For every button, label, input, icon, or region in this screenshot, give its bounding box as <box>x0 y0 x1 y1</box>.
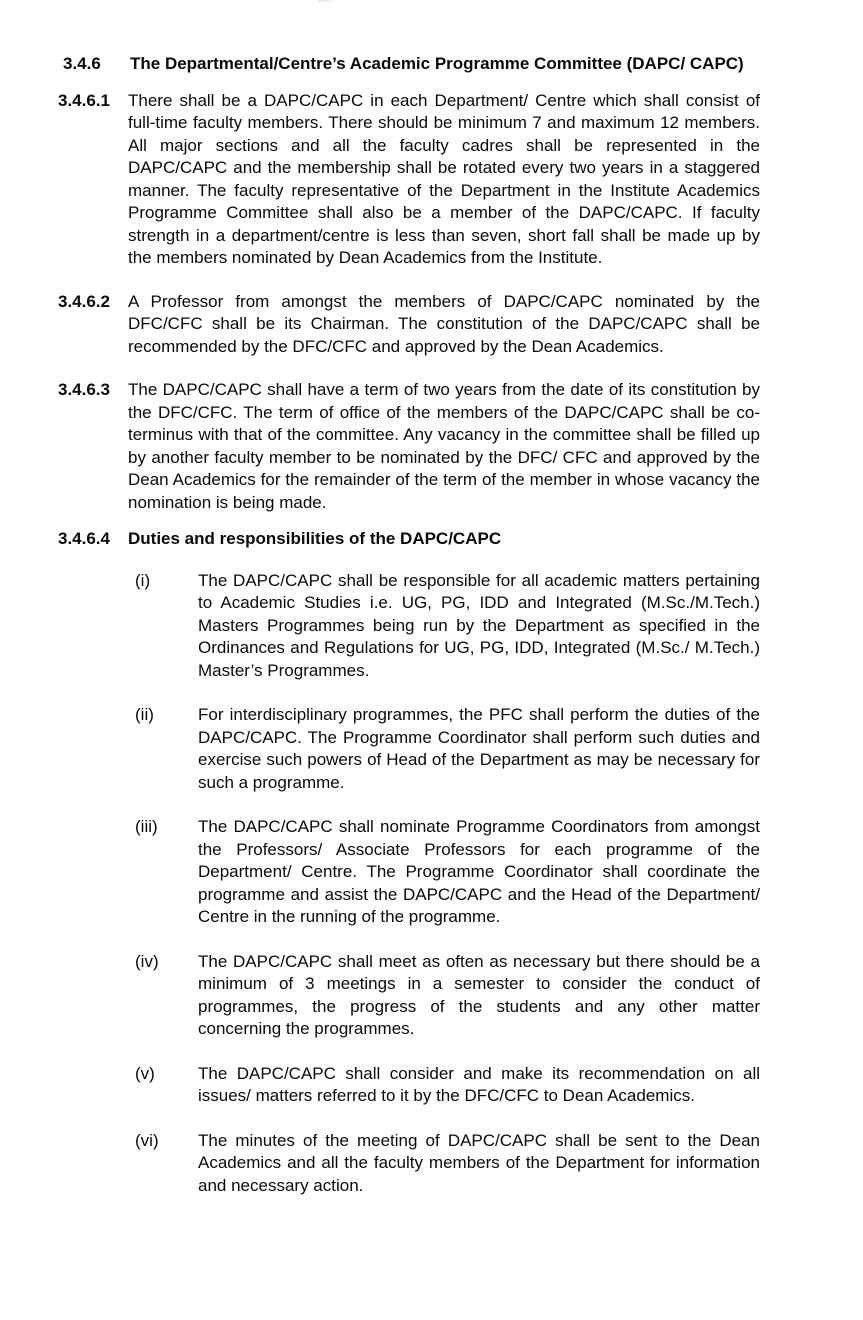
duties-list <box>135 570 760 1198</box>
list-item <box>135 1130 760 1198</box>
paragraph <box>58 291 760 359</box>
list-item-text: The DAPC/CAPC shall be responsible for all academic matters pertaining to Academic Studies i.e. UG, PG, IDD and Integrated (M.Sc./M.Tech.) Masters Programmes being run by the Department as specified in the Ordinances and Regulations for UG, PG, IDD, Integrated (M.Sc./ M.Tech.) Master’s Programmes. <box>198 570 760 680</box>
paragraph-text: The DAPC/CAPC shall have a term of two years from the date of its constitution by the DFC/CFC. The term of office of the members of the DAPC/CAPC shall be co-terminus with that of the committee. Any vacancy in the committee shall be filled up by another faculty member to be nominated by the DFC/ CFC and approved by the Dean Academics for the remainder of the term of the member in whose vacancy the nomination is being made. <box>128 380 760 512</box>
list-item <box>135 570 760 683</box>
list-item-marker: (ii) <box>135 705 154 724</box>
list-item-marker: (vi) <box>135 1130 159 1150</box>
paragraph <box>58 379 760 514</box>
list-item <box>135 1063 760 1108</box>
paragraph <box>58 90 760 270</box>
list-item-text: For interdisciplinary programmes, the PFC shall perform the duties of the DAPC/CAPC. The Programme Coordinator shall perform such duties and exercise such powers of Head of the Department as may be necessary for such a programme. <box>198 705 760 792</box>
section-heading <box>58 53 760 76</box>
list-item-text: The DAPC/CAPC shall meet as often as necessary but there should be a minimum of 3 meetings in a semester to consider the conduct of programmes, the progress of the students and any other matter concerning the programmes. <box>198 951 760 1038</box>
page-edge-artifact <box>318 0 331 2</box>
subsection-heading <box>58 528 760 551</box>
paragraph-number: 3.4.6.2 <box>58 291 110 311</box>
list-item-text: The DAPC/CAPC shall consider and make its recommendation on all issues/ matters referred to it by the DFC/CFC to Dean Academics. <box>198 1063 760 1105</box>
section-number: 3.4.6 <box>63 54 101 73</box>
list-item <box>135 816 760 929</box>
list-item-text: The minutes of the meeting of DAPC/CAPC shall be sent to the Dean Academics and all the faculty members of the Department for information and necessary action. <box>198 1130 760 1195</box>
list-item <box>135 704 760 794</box>
paragraph-number: 3.4.6.1 <box>58 90 110 110</box>
list-item-marker: (iv) <box>135 951 159 971</box>
list-item <box>135 951 760 1041</box>
subsection-number: 3.4.6.4 <box>58 529 110 548</box>
list-item-marker: (v) <box>135 1063 155 1083</box>
section-title: The Departmental/Centre’s Academic Programme Committee (DAPC/ CAPC) <box>130 54 744 73</box>
paragraph-number: 3.4.6.3 <box>58 380 110 399</box>
paragraph-text: There shall be a DAPC/CAPC in each Department/ Centre which shall consist of full-time faculty members. There should be minimum 7 and maximum 12 members. All major sections and all the faculty cadres shall be represented in the DAPC/CAPC and the membership shall be rotated every two years in a staggered manner. The faculty representative of the Department in the Institute Academics Programme Committee shall also be a member of the DAPC/CAPC. If faculty strength in a department/centre is less than seven, short fall shall be made up by the members nominated by Dean Academics from the Institute. <box>128 90 760 267</box>
list-item-marker: (i) <box>135 570 151 590</box>
list-item-marker: (iii) <box>135 817 158 836</box>
subsection-title: Duties and responsibilities of the DAPC/CAPC <box>128 529 502 548</box>
paragraph-text: A Professor from amongst the members of DAPC/CAPC nominated by the DFC/CFC shall be its Chairman. The constitution of the DAPC/CAPC shall be recommended by the DFC/CFC and approved by the Dean Academics. <box>128 291 760 356</box>
list-item-text: The DAPC/CAPC shall nominate Programme Coordinators from amongst the Professors/ Associate Professors for each programme of the Department/ Centre. The Programme Coordinator shall coordinate the programme and assist the DAPC/CAPC and the Head of the Department/ Centre in the running of the programme. <box>198 817 760 926</box>
